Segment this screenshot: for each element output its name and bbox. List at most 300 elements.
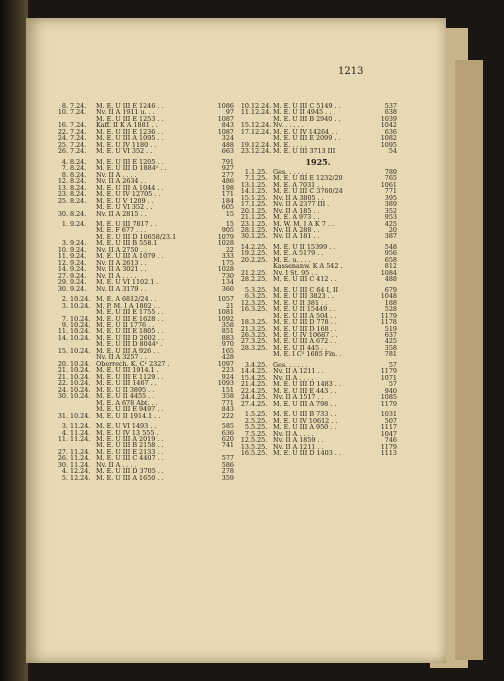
entry-day: 30. <box>240 232 251 241</box>
entry-date: 10.24. <box>70 321 91 329</box>
entry-day: 16. <box>240 448 251 457</box>
entry-day: 13. <box>240 180 251 189</box>
entry-reference: M. E. U II 15399 . . <box>273 243 336 251</box>
entry-day: 7. <box>61 314 68 323</box>
entry-date: 11.24. <box>70 434 91 443</box>
entry-day: 16. <box>240 305 251 314</box>
entry-date: 12.24. <box>251 121 272 130</box>
entry-page: 15 <box>225 209 234 218</box>
entry-page: 636 <box>221 428 234 437</box>
entry-day: 21. <box>240 213 251 222</box>
entry-page: 188 <box>384 298 397 307</box>
entry-date: 9.24. <box>70 245 87 254</box>
entry-day: 15. <box>240 193 251 202</box>
entry-page: 1179 <box>380 442 397 451</box>
entry-page: 21 <box>225 301 234 310</box>
entry-reference: M. E. u. . . . <box>273 256 311 264</box>
entry-reference: M. E. U III A 926 . . <box>96 347 160 355</box>
entry-page: 741 <box>221 441 234 450</box>
entry-page: 812 <box>384 262 397 271</box>
entry-date: 4.25. <box>251 399 268 408</box>
entry-day: 3. <box>61 422 68 431</box>
entry-reference: M. E. U III C 412 . . <box>273 276 337 283</box>
entry-reference: M. E. U III E 1628 . . <box>96 315 164 323</box>
entry-reference: Nv. II A 1517 . . <box>273 394 324 401</box>
entry-page: 1087 <box>217 127 234 136</box>
entry-day: 26. <box>57 147 68 156</box>
entry-date: 8.24. <box>70 183 87 192</box>
entry-reference: Nv. I St. 95 . . <box>273 269 318 277</box>
entry-reference: M. E. U III 3823 . . <box>273 293 334 300</box>
entry-reference: M. E. U IV 10687 . . <box>273 332 338 339</box>
entry-page: 1117 <box>380 423 397 432</box>
entry-reference: M. E. U III A 1095 . . <box>96 135 164 142</box>
entry-date: 10.24. <box>70 346 91 355</box>
entry-day: 12. <box>240 436 251 445</box>
entry-date: 11.24. <box>70 422 91 431</box>
entry-page: 851 <box>221 327 234 336</box>
entry-reference: M. E. U II 1776 . . <box>96 322 155 329</box>
entry-day: 11. <box>57 252 68 261</box>
entry-day: 8. <box>61 170 68 179</box>
entry-day: 18. <box>240 318 251 327</box>
entry-day: 21. <box>240 324 251 333</box>
entry-reference: Oberrech. K. C¹ 2327 . <box>96 360 170 368</box>
entry-date: 3.25. <box>251 285 268 294</box>
entry-date: 7.24. <box>70 108 87 117</box>
entry-day: 1. <box>61 219 68 228</box>
entry-reference: Nv. II A 181 . . <box>273 233 320 240</box>
entry-day: 15. <box>240 373 251 382</box>
entry-date: 3.25. <box>251 331 268 339</box>
entry-day: 28. <box>240 275 251 284</box>
entry-page: 223 <box>221 366 234 375</box>
entry-reference: M. E. U III E 1755 . . <box>96 309 164 316</box>
entry-date: 12.24. <box>251 102 272 110</box>
entry-page: 1092 <box>217 314 234 323</box>
entry-reference: M. E. . . . . <box>273 141 307 149</box>
entry-date: 5.25. <box>251 429 268 438</box>
entry-day: 12. <box>57 177 68 186</box>
entry-date: 1.25. <box>251 206 268 215</box>
entry-date: 2.25. <box>251 268 268 277</box>
entry-date: 1.25. <box>251 180 268 189</box>
entry-day: 30. <box>57 284 68 293</box>
entry-date: 8.24. <box>70 196 87 205</box>
entry-date: 10.24. <box>70 359 91 368</box>
entry-page: 883 <box>221 333 234 342</box>
entry-date: 11.24. <box>70 447 91 456</box>
entry-reference: M. P. M. I A 1802 . . <box>96 302 160 310</box>
entry-day: 14. <box>240 187 251 196</box>
entry-reference: M. E. U III E 1246 . . <box>96 103 164 110</box>
entry-date: 12.24. <box>70 473 91 482</box>
entry-reference: M. E. A 7031 . . <box>273 181 324 189</box>
entry-page: 905 <box>221 226 234 235</box>
entry-date: 2.25. <box>251 249 268 258</box>
entry-page: 97 <box>225 108 234 117</box>
entry-day: 12. <box>240 298 251 307</box>
entry-date: 8.24. <box>70 170 87 179</box>
entry-day: 31. <box>57 411 68 420</box>
entry-day: 23. <box>240 147 251 156</box>
entry-day: 14. <box>240 367 251 376</box>
entry-reference: M. E. U IV 12705 . . <box>96 191 161 198</box>
entry-page: 1039 <box>380 114 397 123</box>
entry-reference: M. E. U III B 2158 . . <box>96 442 164 449</box>
entry-reference: Nv. II A . . . . <box>96 461 137 469</box>
entry-date: 10.24. <box>70 385 91 394</box>
entry-day: 11. <box>240 108 251 117</box>
entry-date: 3.25. <box>251 298 268 307</box>
book-page <box>26 18 446 663</box>
entry-date: 9.24. <box>70 271 87 280</box>
entry-reference: Nv. II A 1911 u. . . <box>96 109 155 116</box>
entry-reference: Nv. II A 2750 . . <box>96 246 147 254</box>
entry-page: 488 <box>384 275 397 284</box>
entry-reference: Nv. II A 1211 . . <box>273 368 324 375</box>
entry-day: 2. <box>244 416 251 425</box>
entry-reference: M. E. U III C 4407 . . <box>96 455 164 462</box>
entry-date: 8.24. <box>70 209 87 218</box>
entry-day: 7. <box>244 174 251 183</box>
entry-day: 10. <box>57 108 68 117</box>
entry-day: 17. <box>240 200 251 209</box>
entry-date: 8.24. <box>70 190 87 199</box>
entry-day: 2. <box>61 295 68 304</box>
entry-reference: Nv. II A 185 . . <box>273 207 320 215</box>
entry-page: 537 <box>384 102 397 110</box>
entry-page: 1057 <box>217 295 234 304</box>
entry-reference: M. E. U VI 352 . . <box>96 204 153 211</box>
entry-page: 1179 <box>380 399 397 408</box>
entry-page: 771 <box>221 398 234 407</box>
right-column-top <box>239 103 397 155</box>
entry-page: 57 <box>388 380 397 389</box>
entry-date: 11.24. <box>70 460 91 469</box>
entry-page: 663 <box>221 147 234 156</box>
entry-page: 927 <box>221 164 234 173</box>
entry-page: 395 <box>384 193 397 202</box>
entry-day: 3. <box>61 301 68 310</box>
entry-reference: Nv. II A 3257 . . <box>96 354 147 361</box>
entry-reference: Nv. II A . . . . <box>273 430 314 438</box>
entry-page: 222 <box>221 411 234 420</box>
entry-day: 6. <box>244 292 251 301</box>
entry-page: 586 <box>221 460 234 469</box>
entry-reference: M. E. U III A 672 . . <box>273 338 337 345</box>
entry-reference: M. E. U III C 64 I, II <box>273 286 339 294</box>
entry-reference: M. E. U IV 10612 . . <box>273 417 338 425</box>
entry-page: 333 <box>221 252 234 261</box>
entry-page: 1084 <box>380 268 397 277</box>
entry-reference: M. E. U II 15449 . . <box>273 306 336 313</box>
entry-page: 277 <box>221 170 234 179</box>
entry-reference: M. E. U III B 558.1 <box>96 240 158 247</box>
entry-date: 3.25. <box>251 292 268 301</box>
entry-page: 134 <box>221 278 234 287</box>
entry-reference: M. E. U VI 1493 . . <box>96 423 157 430</box>
entry-page: 1048 <box>380 292 397 301</box>
entry-page: 1028 <box>217 265 234 274</box>
entry-page: 1047 <box>380 429 397 438</box>
entry-page: 940 <box>384 386 397 395</box>
entry-day: 11. <box>57 434 68 443</box>
entry-day: 21. <box>57 366 68 375</box>
entry-page: 528 <box>384 305 397 314</box>
entry-page: 843 <box>221 405 234 414</box>
entry-day: 20. <box>240 255 251 264</box>
entry-reference: M. E. U III E 1805 . . <box>96 328 164 335</box>
entry-page: 507 <box>384 416 397 425</box>
entry-page: 486 <box>221 177 234 186</box>
entry-page: 1095 <box>380 140 397 149</box>
entry-page: 488 <box>221 140 234 149</box>
entry-page: 151 <box>221 385 234 394</box>
entry-date: 5.25. <box>251 423 268 432</box>
entry-day: 22. <box>240 386 251 395</box>
entry-date: 4.25. <box>251 373 268 382</box>
entry-reference: M. E. A 5179 . . <box>273 250 324 257</box>
entry-reference: M. E. U III D 3705 . . <box>96 468 164 475</box>
entry-date: 7.24. <box>70 102 87 110</box>
entry-page: 658 <box>384 255 397 264</box>
entry-page: 1028 <box>217 239 234 248</box>
entry-page: 636 <box>384 127 397 136</box>
entry-day: 25. <box>57 196 68 205</box>
entry-reference: M. E. U III E 443 . . <box>273 387 337 395</box>
entry-reference: M. E. U III E 2133 . . <box>96 448 164 456</box>
entry-day: 14. <box>57 333 68 342</box>
entry-date: 3.25. <box>251 337 268 346</box>
entry-day: 30. <box>57 209 68 218</box>
entry-day: 13. <box>240 442 251 451</box>
entry-page: 620 <box>221 434 234 443</box>
entry-date: 10.24. <box>70 314 91 323</box>
entry-reference: M. E. U II 1914.1 . . <box>96 412 161 420</box>
entry-page: 358 <box>221 392 234 401</box>
entry-reference: M. E. U II 445 . . <box>273 344 328 352</box>
entry-page: 54 <box>388 147 397 156</box>
entry-reference: M. E. U III D 1884¹ . . <box>96 165 167 172</box>
entry-reference: M. E. U III D 10658/23.1 <box>96 233 177 241</box>
entry-reference: M. E. A 678 Abt. . . <box>96 399 158 407</box>
entry-page: 359 <box>221 473 234 482</box>
entry-day: 30. <box>57 460 68 469</box>
entry-day: 20. <box>57 359 68 368</box>
entry-date: 3.25. <box>251 318 268 327</box>
entry-page: 679 <box>384 285 397 294</box>
entry-day: 21. <box>240 268 251 277</box>
entry-day: 21. <box>57 372 68 381</box>
entry-date: 1.25. <box>251 232 268 241</box>
entry-page: 198 <box>221 183 234 192</box>
entry-page: 352 <box>384 206 397 215</box>
entry-reference: M. E. U III D 1403 . . <box>273 449 341 457</box>
entry-reference: M. E. U III D 778 . . <box>273 319 337 326</box>
page-number: 1213 <box>338 66 364 77</box>
book-spine <box>0 0 28 681</box>
entry-date: 10.24. <box>70 327 91 336</box>
entry-reference: M. E. U III E 9497 . . <box>96 406 164 413</box>
entry-day: 29. <box>57 278 68 287</box>
entry-page: 791 <box>221 157 234 166</box>
entry-page: 22 <box>225 245 234 254</box>
entry-reference: Nv. II A 2377 III . <box>273 201 330 208</box>
entry-page: 358 <box>384 343 397 352</box>
entry-day: 19. <box>240 249 251 258</box>
entry-reference: M. E. U III A 2019 . . <box>96 435 164 443</box>
entry-date: 7.24. <box>70 140 87 149</box>
entry-reference: Nv. II A 3179 . . <box>96 285 147 293</box>
back-page-edge-2 <box>455 60 483 660</box>
entry-date: 3.25. <box>251 343 268 352</box>
entry-day: 12. <box>57 258 68 267</box>
entry-date: 5.25. <box>251 442 268 451</box>
entry-day: 25. <box>57 140 68 149</box>
entry-reference: Nv. II A 2613 . . <box>96 259 147 267</box>
entry-day: 14. <box>57 265 68 274</box>
entry-reference: M. E. U III E 1205 . . <box>96 158 164 166</box>
entry-page: 184 <box>221 196 234 205</box>
entry-page: 637 <box>384 331 397 339</box>
entry-reference: M. E. U VI 352 . . <box>96 148 153 155</box>
entry-reference: M. E. U VI 1102.1 . <box>96 279 159 286</box>
entry-day: 28. <box>240 225 251 234</box>
entry-page: 843 <box>221 121 234 130</box>
entry-row <box>239 148 397 154</box>
entry-reference: M. E. U III A 798 . . <box>273 400 337 408</box>
entry-page: 1097 <box>217 359 234 368</box>
entry-day: 24. <box>57 385 68 394</box>
entry-date: 3.25. <box>251 324 268 333</box>
entry-date: 9.24. <box>70 284 87 293</box>
entry-date: 10.24. <box>70 301 91 310</box>
entry-date: 8.24. <box>70 157 87 166</box>
entry-page: 1087 <box>217 114 234 123</box>
entry-day: 5. <box>61 473 68 482</box>
entry-reference: M. E. A 973 . . <box>273 214 320 221</box>
right-column-bottom <box>239 169 397 457</box>
entry-date: 7.24. <box>70 121 87 130</box>
entry-date: 5.25. <box>251 416 268 425</box>
entry-day: 27. <box>240 399 251 408</box>
entry-day: 1. <box>244 167 251 176</box>
entry-reference: M. E. I C² 1685 Fin. . <box>273 351 342 358</box>
entry-date: 4.25. <box>251 393 268 402</box>
entry-reference: Nv. II A 2634 . . <box>96 178 147 185</box>
entry-reference: M. E. U III D 8044¹ . <box>96 341 163 348</box>
entry-reference: M. E. U III D 2602 . . <box>96 334 164 342</box>
entry-date: 11.24. <box>70 428 91 437</box>
entry-day: 24. <box>240 393 251 402</box>
entry-page: 165 <box>221 346 234 355</box>
entry-page: 175 <box>221 258 234 267</box>
entry-page: 519 <box>384 324 397 333</box>
entry-day: 22. <box>57 127 68 136</box>
entry-day: 19. <box>240 140 251 149</box>
entry-day: 27. <box>57 271 68 280</box>
entry-date: 1.25. <box>251 167 268 176</box>
entry-reference: M. E. U III D 168 . . <box>273 325 337 333</box>
entry-reference: Nv. . . . . . <box>273 122 304 129</box>
entry-row <box>239 450 397 456</box>
entry-date: 10.24. <box>70 379 91 388</box>
entry-reference: M. E. U III A 950 . . <box>273 424 337 431</box>
entry-page: 1113 <box>380 448 397 457</box>
entry-page: 1178 <box>380 318 397 327</box>
entry-reference: M. E. U III E 1236 . . <box>96 128 164 136</box>
entry-reference: M. E. U II 4945 . . <box>273 109 332 116</box>
entry-reference: M. E. F 677 . . . <box>96 227 147 234</box>
entry-day: 23. <box>240 219 251 228</box>
entry-reference: M. E. U III A 1079 . . <box>96 253 164 260</box>
entry-day: 28. <box>240 343 251 352</box>
entry-page: 387 <box>384 232 397 241</box>
entry-page: 970 <box>221 340 234 349</box>
entry-page: 324 <box>221 134 234 143</box>
entry-date: 7.24. <box>70 134 87 143</box>
entry-day: 16. <box>57 121 68 130</box>
entry-day: 11. <box>57 327 68 336</box>
entry-reference: M. E. U III E 1129 . . <box>96 373 164 381</box>
entry-reference: M. E. U III A 1044 . . <box>96 184 164 192</box>
entry-day: 27. <box>240 337 251 346</box>
entry-day: 10. <box>57 245 68 254</box>
entry-date: 5.25. <box>251 410 268 419</box>
entry-day: 21. <box>240 380 251 389</box>
entry-reference: M. E. U III E 1232/20 <box>273 175 343 182</box>
entry-date: 10.24. <box>70 411 91 420</box>
entry-reference: Nv. II A 3805 . . <box>273 194 324 202</box>
entry-day: 15. <box>240 121 251 130</box>
entry-reference: M. E. U II 4455 . . <box>96 393 155 400</box>
entry-reference: Nv. II A . . . . <box>96 272 137 280</box>
entry-page: 585 <box>221 422 234 431</box>
entry-date: 10.24. <box>70 295 91 304</box>
entry-reference: M. E. U IV 14264 . . <box>273 128 338 136</box>
entry-page: 425 <box>384 337 397 346</box>
entry-date: 8.24. <box>70 164 87 173</box>
entry-reference: M. E. U II 3895 . . <box>96 386 155 394</box>
entry-day: 17. <box>240 127 251 136</box>
entry-reference: Nv. II A 1859 . . <box>273 437 324 444</box>
entry-reference: M. E. U III C 5149 . . <box>273 103 341 110</box>
entry-date: 12.24. <box>251 140 272 149</box>
entry-reference: M. E. U III 7817 . . <box>96 220 157 228</box>
entry-date: 9.24. <box>70 278 87 287</box>
entry-page: 730 <box>221 271 234 280</box>
entry-reference: M. E. A 6812/24 . . <box>96 296 157 303</box>
entry-day: 7. <box>244 429 251 438</box>
entry-reference: M. E. U III D 1483 . . <box>273 381 341 388</box>
entry-page: 358 <box>221 321 234 329</box>
entry-page: 746 <box>384 436 397 445</box>
entry-page: 389 <box>384 200 397 209</box>
entry-page: 171 <box>221 190 234 199</box>
entry-day: 15. <box>57 346 68 355</box>
year-heading: 1925. <box>305 156 331 167</box>
entry-date: 11.24. <box>70 454 91 463</box>
entry-page: 360 <box>221 284 234 293</box>
entry-date: 9.24. <box>70 258 87 267</box>
entry-day: 23. <box>57 190 68 199</box>
entry-page: 765 <box>384 174 397 183</box>
entry-page: 1081 <box>217 308 234 317</box>
entry-page: 789 <box>384 167 397 176</box>
entry-page: 577 <box>221 454 234 463</box>
entry-page: 953 <box>384 213 397 222</box>
